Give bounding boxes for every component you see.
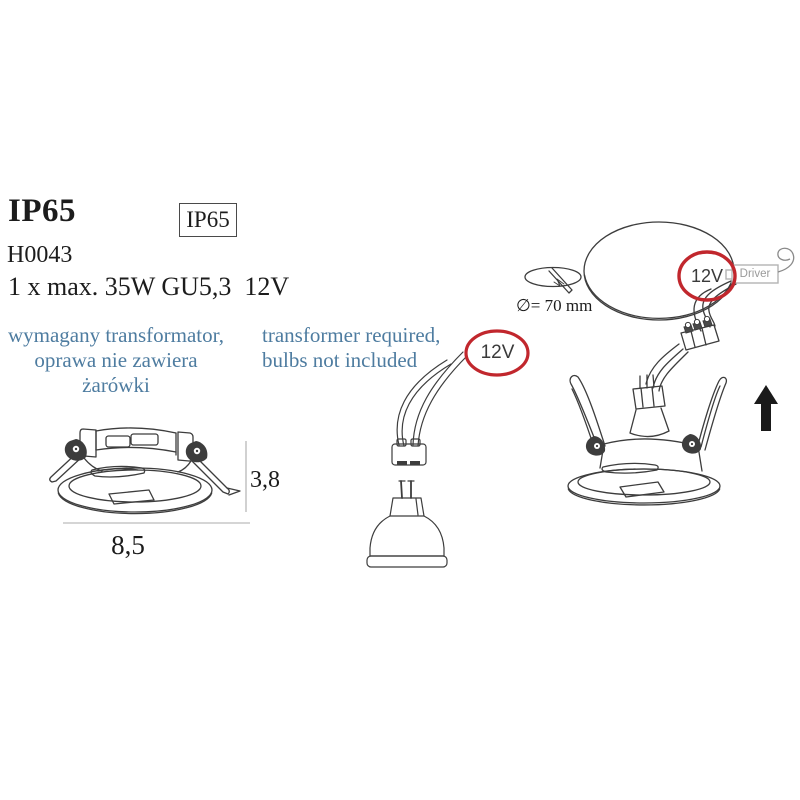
ceiling-cutout-hole bbox=[525, 268, 581, 287]
driver-label: Driver bbox=[739, 268, 771, 280]
installation-drawing bbox=[505, 215, 800, 515]
note-english-line2: bulbs not included bbox=[262, 348, 418, 372]
ip-rating-badge bbox=[179, 203, 237, 237]
bulb-pins bbox=[401, 481, 411, 498]
note-polish-line1: wymagany transformator, bbox=[7, 323, 225, 347]
fixture-socket bbox=[633, 386, 665, 409]
mr16-bulb-cone bbox=[370, 516, 390, 556]
socket-wire bbox=[397, 360, 447, 445]
cutout-diameter-label: ∅= 70 mm bbox=[516, 296, 593, 315]
lamp-spec: 1 x max. 35W GU5,3 12V bbox=[8, 272, 290, 301]
clip-springs bbox=[65, 439, 208, 462]
height-dimension-label: 3,8 bbox=[250, 467, 280, 493]
spring-clip-right-raised bbox=[697, 377, 726, 450]
up-arrow-icon bbox=[754, 385, 778, 431]
note-polish-line2: oprawa nie zawiera żarówki bbox=[34, 348, 198, 397]
driver-pigtail-wire bbox=[778, 248, 794, 272]
product-code: H0043 bbox=[7, 242, 73, 268]
ip-rating-heading: IP65 bbox=[8, 193, 76, 229]
bulb-voltage-label: 12V bbox=[480, 342, 515, 363]
drill-mark-icon bbox=[549, 268, 572, 293]
note-polish bbox=[0, 323, 232, 398]
ip-rating-badge-label: IP65 bbox=[186, 207, 230, 232]
width-dimension-label: 8,5 bbox=[111, 530, 145, 560]
spring-clip-right bbox=[192, 457, 229, 494]
note-english-line1: transformer required, bbox=[262, 323, 441, 347]
installation-voltage-label: 12V bbox=[690, 266, 724, 286]
